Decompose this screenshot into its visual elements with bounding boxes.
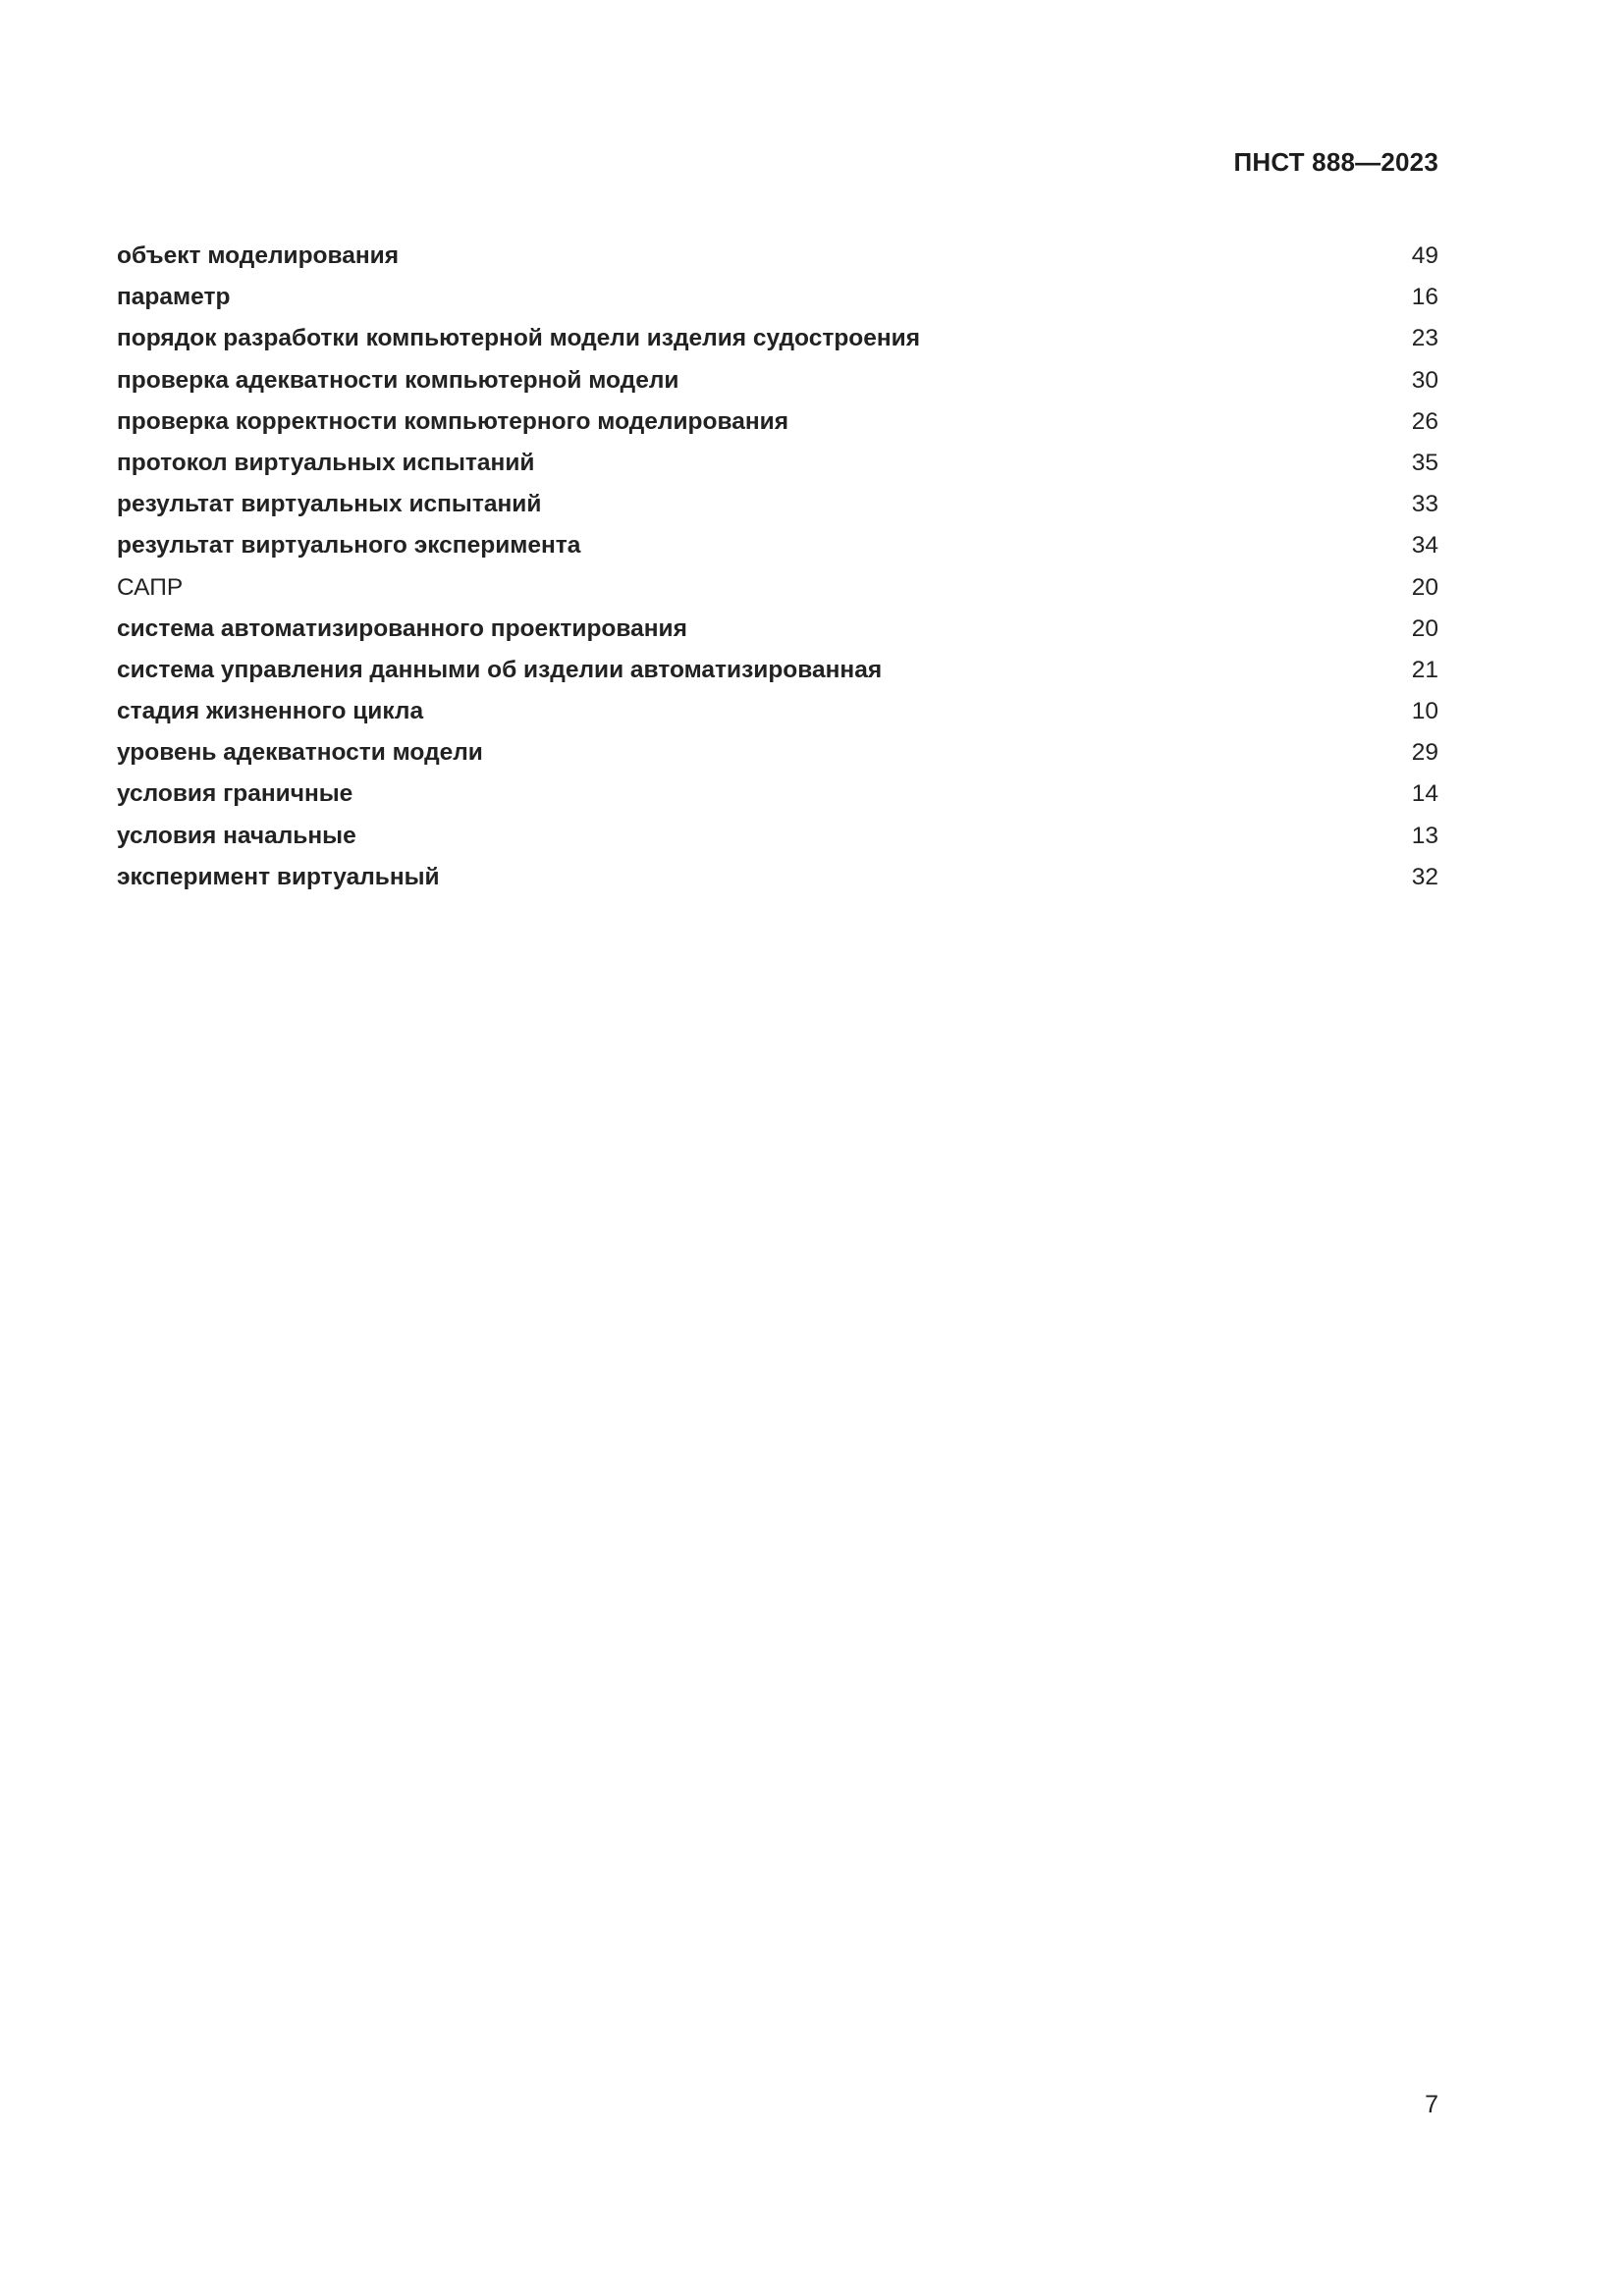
index-page-ref: 34 (1411, 532, 1438, 560)
index-page-ref: 29 (1411, 739, 1438, 767)
index-term-abbreviation: САПР (117, 573, 184, 601)
index-term: эксперимент виртуальный (117, 863, 440, 890)
index-term: проверка адекватности компьютерной модели (117, 366, 679, 394)
index-entry (117, 236, 1438, 277)
document-code-header: ПНСТ 888—2023 (1233, 147, 1438, 177)
index-term: стадия жизненного цикла (117, 698, 424, 725)
index-term: условия граничные (117, 780, 353, 808)
index-entry (117, 691, 1438, 732)
index-page-ref: 21 (1411, 656, 1438, 683)
index-page-ref: 14 (1411, 780, 1438, 808)
index-entry (117, 609, 1438, 650)
index-page-ref: 32 (1411, 863, 1438, 890)
index-page-ref: 10 (1411, 698, 1438, 725)
index-term: результат виртуального эксперимента (117, 532, 581, 560)
index-page-ref: 26 (1411, 407, 1438, 435)
index-page-ref: 49 (1411, 242, 1438, 269)
index-term: параметр (117, 284, 231, 311)
index-entry (117, 484, 1438, 525)
index-entry (117, 857, 1438, 898)
index-term: условия начальные (117, 822, 356, 849)
index-entry (117, 443, 1438, 484)
index-page-ref: 20 (1411, 614, 1438, 642)
index-entry (117, 318, 1438, 359)
alphabetical-index (117, 236, 1438, 898)
index-entry (117, 525, 1438, 566)
index-entry (117, 401, 1438, 443)
index-page-ref: 33 (1411, 491, 1438, 518)
index-entry (117, 732, 1438, 774)
index-entry (117, 816, 1438, 857)
index-page-ref: 16 (1411, 284, 1438, 311)
index-entry (117, 277, 1438, 318)
index-entry (117, 650, 1438, 691)
index-page-ref: 13 (1411, 822, 1438, 849)
index-page-ref: 35 (1411, 449, 1438, 476)
index-page-ref: 20 (1411, 573, 1438, 601)
index-entry (117, 360, 1438, 401)
index-term: проверка корректности компьютерного моделирования (117, 407, 788, 435)
index-term: объект моделирования (117, 242, 400, 269)
index-term: система управления данными об изделии автоматизированная (117, 656, 883, 683)
index-entry (117, 774, 1438, 815)
index-term: результат виртуальных испытаний (117, 491, 542, 518)
page-number: 7 (1425, 2091, 1438, 2118)
index-entry (117, 567, 1438, 609)
index-term: порядок разработки компьютерной модели изделия судостроения (117, 325, 921, 352)
index-page-ref: 23 (1411, 325, 1438, 352)
index-term: протокол виртуальных испытаний (117, 449, 535, 476)
index-page-ref: 30 (1411, 366, 1438, 394)
index-term: система автоматизированного проектирования (117, 614, 687, 642)
index-term: уровень адекватности модели (117, 739, 483, 767)
